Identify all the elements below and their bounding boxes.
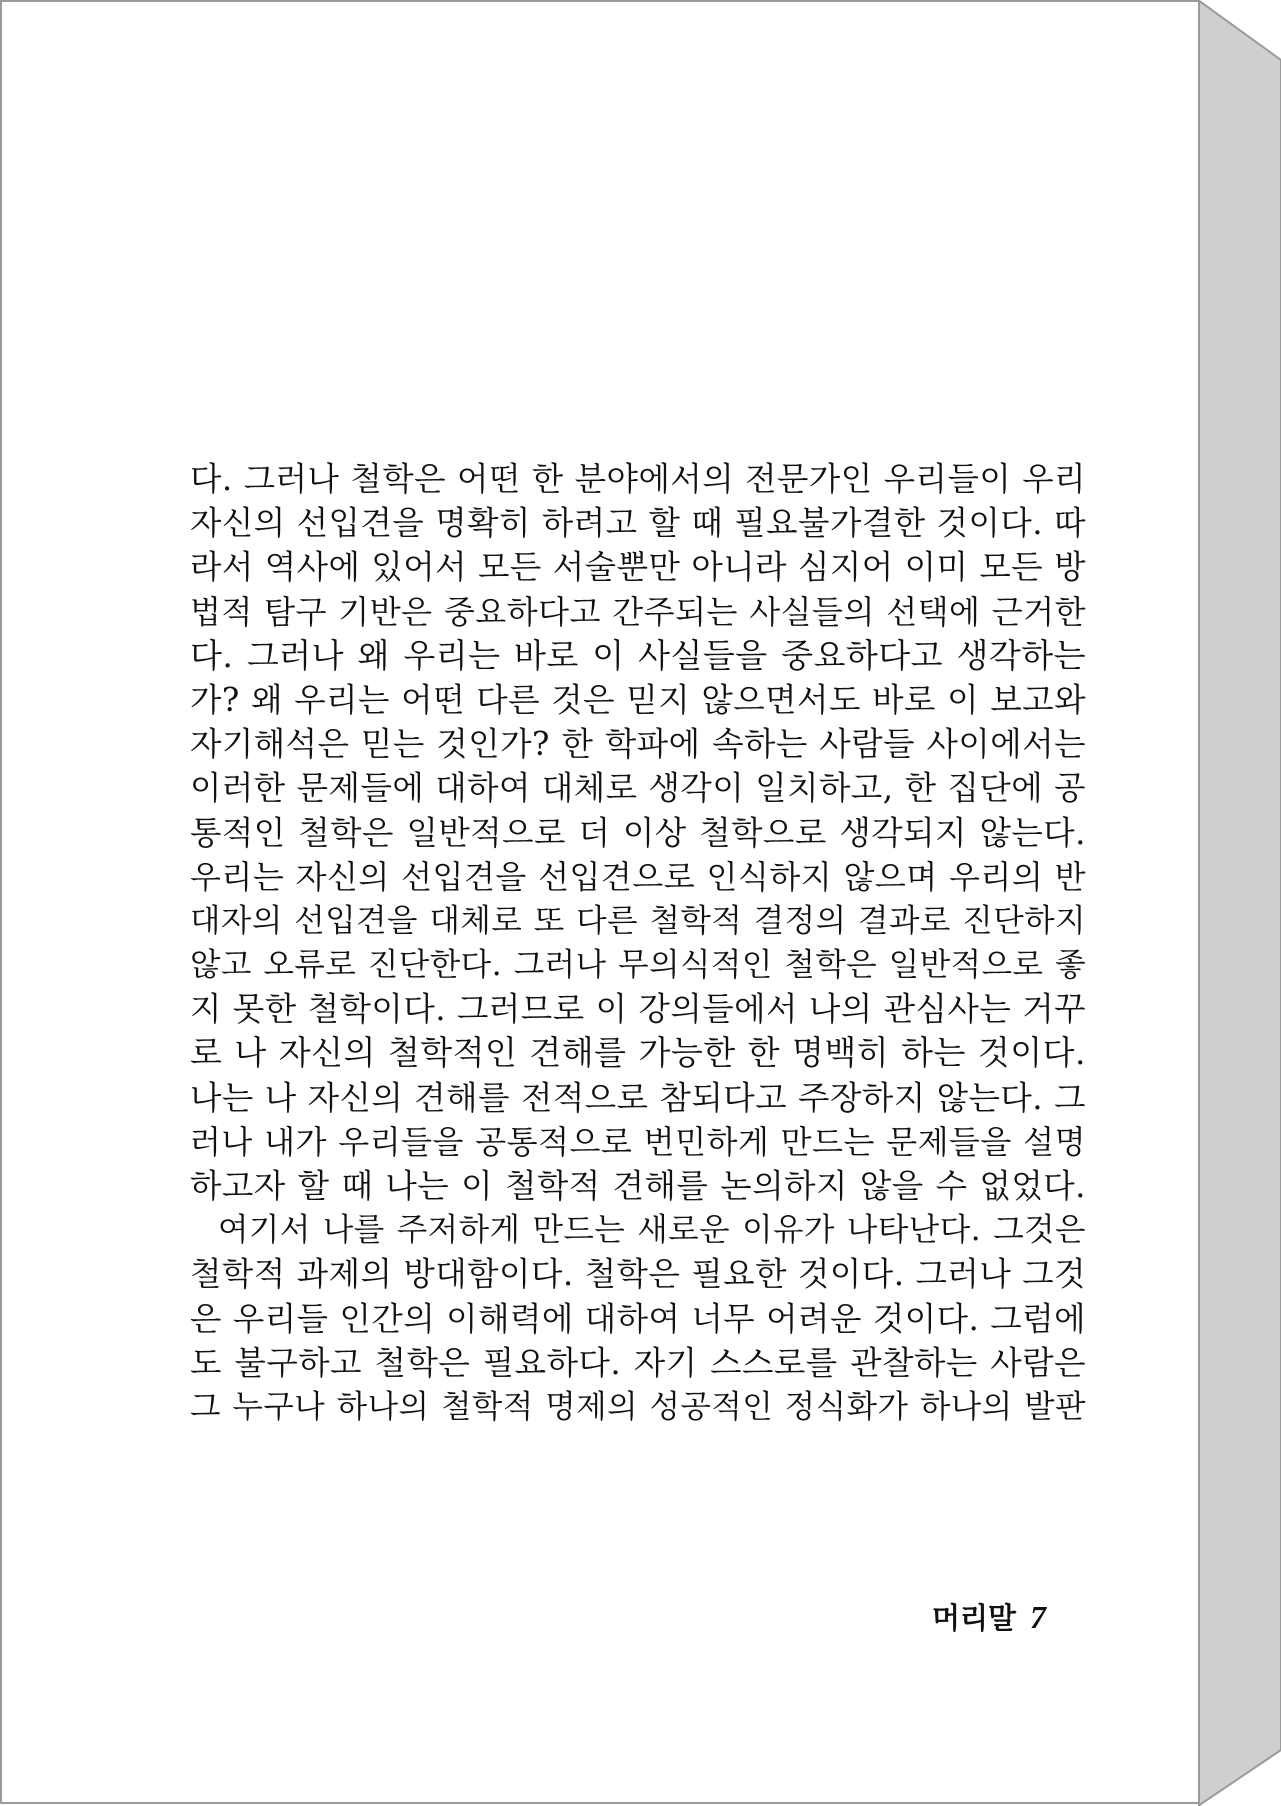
text-line: 그 누구나 하나의 철학적 명제의 성공적인 정식화가 하나의 발판 — [190, 1388, 1086, 1425]
text-line: 자신의 선입견을 명확히 하려고 할 때 필요불가결한 것이다. 따 — [190, 504, 1086, 543]
text-line: 러나 내가 우리들을 공통적으로 번민하게 만드는 문제들을 설명 — [190, 1122, 1086, 1161]
text-line: 자기해석은 믿는 것인가? 한 학파에 속하는 사람들 사이에서는 — [190, 725, 1086, 764]
text-line: 지 못한 철학이다. 그러므로 이 강의들에서 나의 관심사는 거꾸 — [190, 990, 1086, 1029]
text-line: 다. 그러나 철학은 어떤 한 분야에서의 전문가인 우리들이 우리 — [190, 460, 1086, 498]
body-text — [190, 457, 1086, 1429]
text-line: 하고자 할 때 나는 이 철학적 견해를 논의하지 않을 수 없었다. — [190, 1167, 1086, 1205]
text-line: 철학적 과제의 방대함이다. 철학은 필요한 것이다. 그러나 그것 — [190, 1255, 1086, 1294]
text-line: 다. 그러나 왜 우리는 바로 이 사실들을 중요하다고 생각하는 — [190, 635, 1086, 675]
page-edge-shape — [1198, 0, 1281, 1806]
text-line: 않고 오류로 진단한다. 그러나 무의식적인 철학은 일반적으로 좋 — [190, 947, 1086, 984]
running-footer — [932, 1596, 1046, 1637]
text-line: 대자의 선입견을 대체로 또 다른 철학적 결정의 결과로 진단하지 — [190, 902, 1086, 939]
text-line: 통적인 철학은 일반적으로 더 이상 철학으로 생각되지 않는다. — [190, 813, 1086, 852]
text-line: 은 우리들 인간의 이해력에 대하여 너무 어려운 것이다. 그럼에 — [190, 1299, 1086, 1338]
text-line: 나는 나 자신의 견해를 전적으로 참되다고 주장하지 않는다. 그 — [190, 1078, 1086, 1117]
footer-section-label: 머리말 — [932, 1601, 1017, 1635]
text-line: 우리는 자신의 선입견을 선입견으로 인식하지 않으며 우리의 반 — [190, 857, 1086, 896]
paragraph-first-line: 여기서 나를 주저하게 만드는 새로운 이유가 나타난다. 그것은 — [218, 1212, 1086, 1249]
page-stack-edge — [1198, 0, 1281, 1806]
text-line: 가? 왜 우리는 어떤 다른 것은 믿지 않으면서도 바로 이 보고와 — [190, 680, 1086, 719]
text-line: 도 불구하고 철학은 필요하다. 자기 스스로를 관찰하는 사람은 — [190, 1343, 1086, 1382]
text-line: 법적 탐구 기반은 중요하다고 간주되는 사실들의 선택에 근거한 — [190, 592, 1086, 631]
text-line: 이러한 문제들에 대하여 대체로 생각이 일치하고, 한 집단에 공 — [190, 769, 1086, 808]
text-line: 로 나 자신의 철학적인 견해를 가능한 한 명백히 하는 것이다. — [190, 1033, 1086, 1073]
page-number: 7 — [1030, 1599, 1047, 1635]
text-line: 라서 역사에 있어서 모든 서술뿐만 아니라 심지어 이미 모든 방 — [190, 548, 1086, 587]
